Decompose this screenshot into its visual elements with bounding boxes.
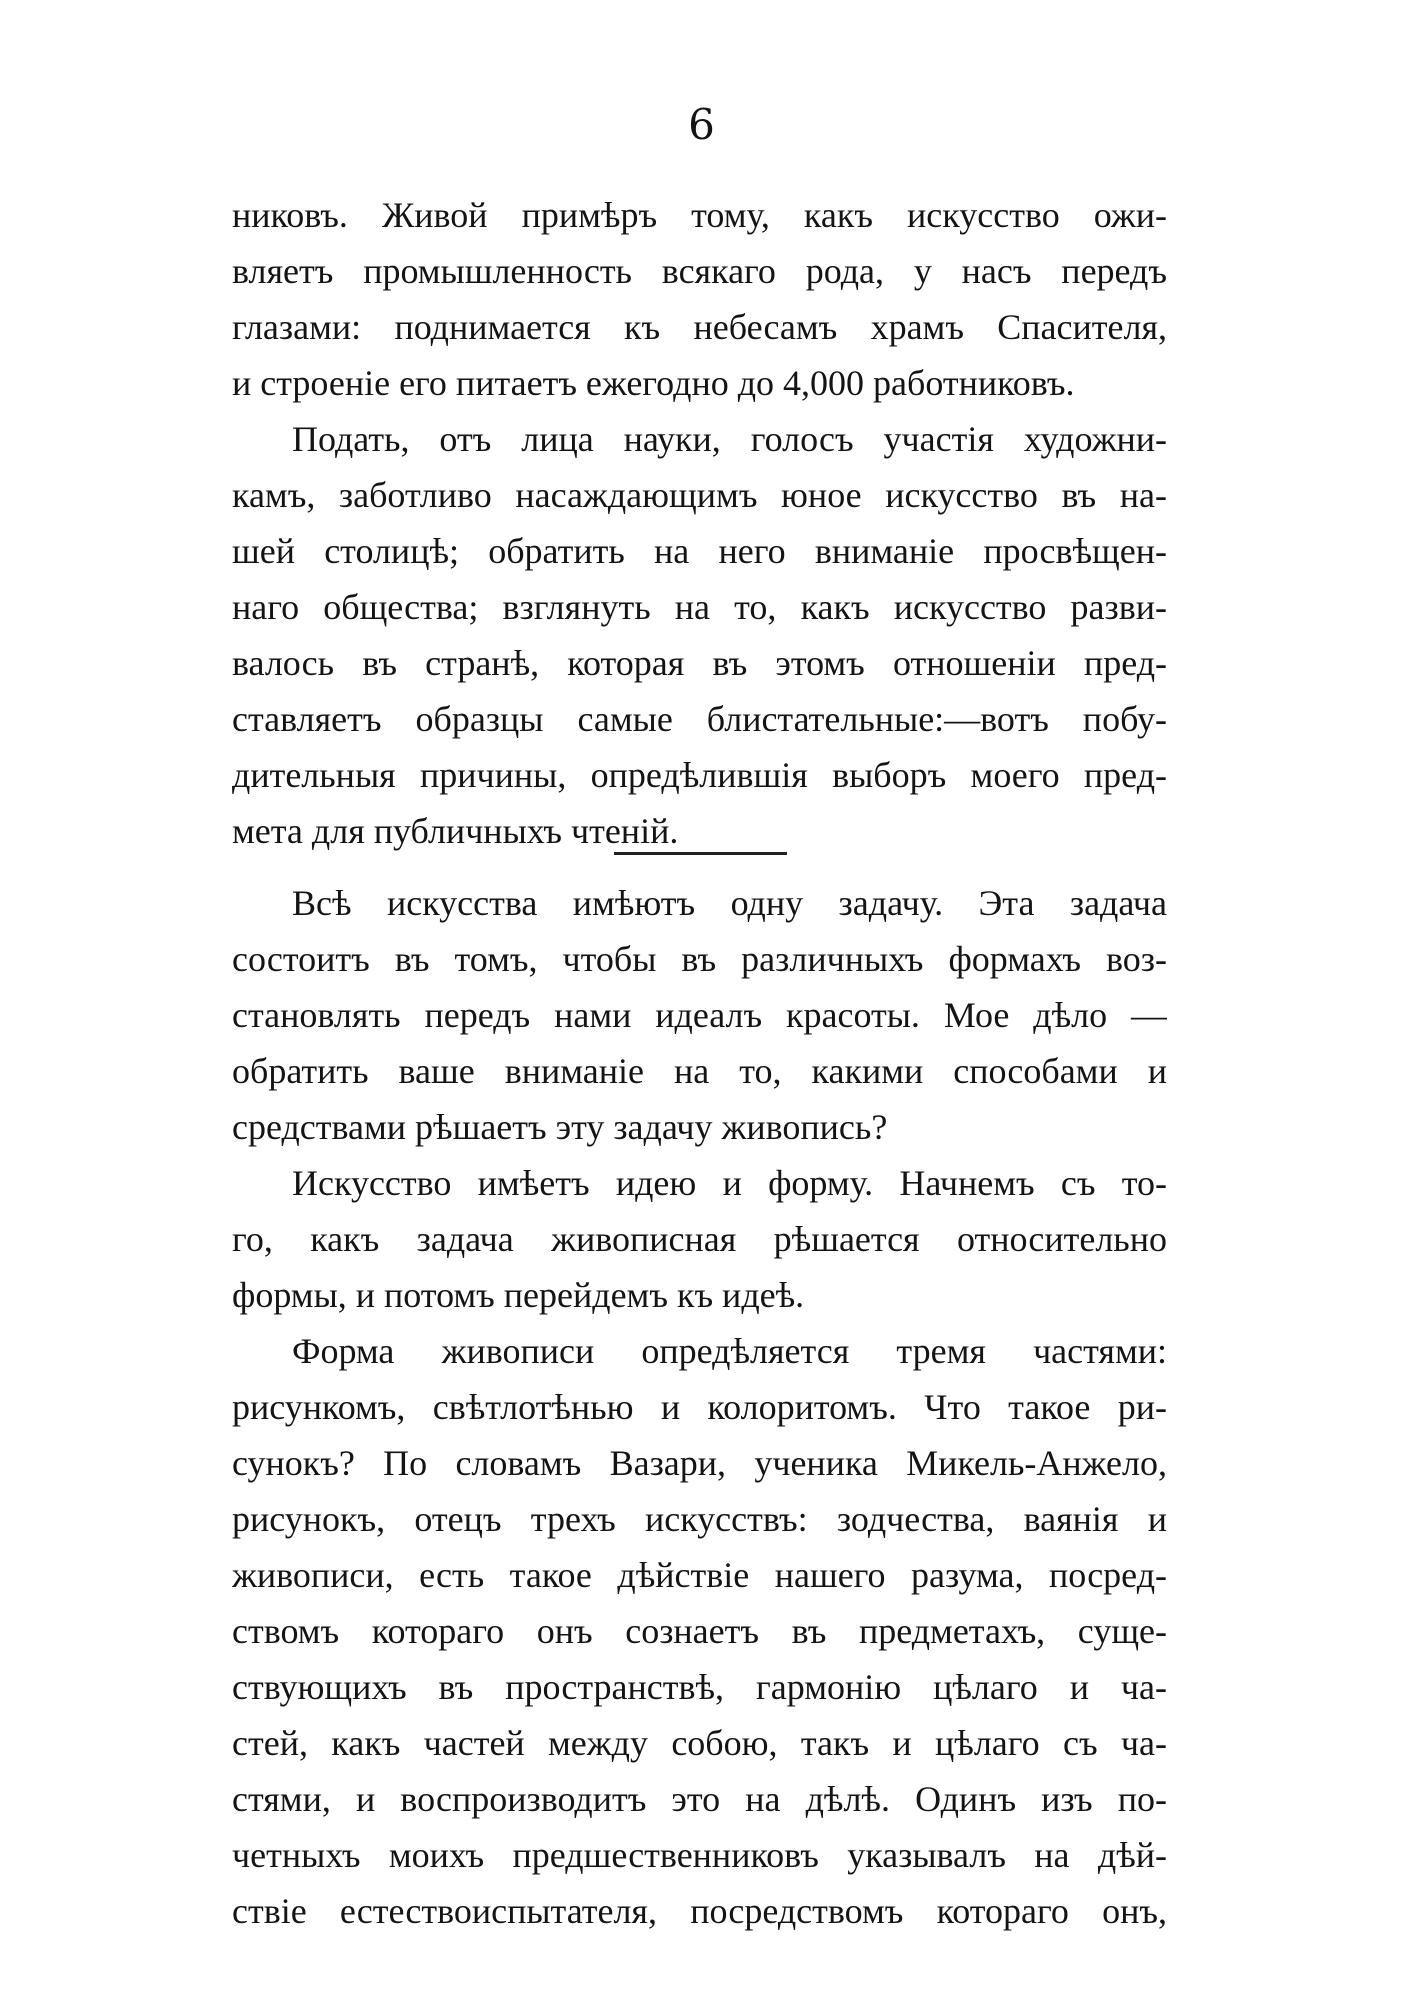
paragraph-start-line: Подать, отъ лица науки, голосъ участія художни- <box>292 419 1167 459</box>
text-line: средствами рѣшаетъ эту задачу живопись? <box>232 1107 888 1147</box>
text-line: го, какъ задача живописная рѣшается относительно <box>232 1219 1167 1259</box>
text-line: ствующихъ въ пространствѣ, гармонію цѣлаго и ча- <box>232 1667 1167 1707</box>
text-line: валось въ странѣ, которая въ этомъ отношеніи пред- <box>232 643 1167 683</box>
text-line: стями, и воспроизводитъ это на дѣлѣ. Одинъ изъ по- <box>232 1779 1167 1819</box>
text-line: рисунокъ, отецъ трехъ искусствъ: зодчества, ваянія и <box>232 1499 1167 1539</box>
section-one <box>232 187 1167 859</box>
text-line: становлять передъ нами идеалъ красоты. Мое дѣло — <box>232 995 1167 1035</box>
text-line: ставляетъ образцы самые блистательные:—вотъ побу- <box>232 699 1167 739</box>
text-line: дительныя причины, опредѣлившія выборъ моего пред- <box>232 755 1167 795</box>
text-line: глазами: поднимается къ небесамъ храмъ Спасителя, <box>232 307 1167 347</box>
text-line: стей, какъ частей между собою, такъ и цѣлаго съ ча- <box>232 1723 1167 1763</box>
text-line: ствіе естествоиспытателя, посредствомъ котораго онъ, <box>232 1891 1167 1931</box>
text-line: мета для публичныхъ чтеній. <box>232 811 679 851</box>
text-line: шей столицѣ; обратить на него вниманіе просвѣщен- <box>232 531 1167 571</box>
text-line: наго общества; взглянуть на то, какъ искусство разви- <box>232 587 1167 627</box>
text-line: никовъ. Живой примѣръ тому, какъ искусство ожи- <box>232 195 1167 235</box>
text-line: и строеніе его питаетъ ежегодно до 4,000 работниковъ. <box>232 363 1075 403</box>
page-number: 6 <box>688 100 716 149</box>
text-line: ствомъ котораго онъ сознаетъ въ предметахъ, суще- <box>232 1611 1167 1651</box>
paragraph-start-line: Форма живописи опредѣляется тремя частями: <box>292 1331 1167 1371</box>
text-line: сунокъ? По словамъ Вазари, ученика Микель-Анжело, <box>232 1443 1167 1483</box>
text-line: живописи, есть такое дѣйствіе нашего разума, посред- <box>232 1555 1167 1595</box>
text-line: камъ, заботливо насаждающимъ юное искусство въ на- <box>232 475 1167 515</box>
paragraph-start-line: Искусство имѣетъ идею и форму. Начнемъ съ то- <box>292 1163 1167 1203</box>
paragraph-start-line: Всѣ искусства имѣютъ одну задачу. Эта задача <box>292 883 1167 923</box>
text-line: формы, и потомъ перейдемъ къ идеѣ. <box>232 1275 805 1315</box>
text-line: рисункомъ, свѣтлотѣнью и колоритомъ. Что такое ри- <box>232 1387 1167 1427</box>
text-line: вляетъ промышленность всякаго рода, у насъ передъ <box>232 251 1167 291</box>
section-two <box>232 875 1167 1939</box>
text-line: четныхъ моихъ предшественниковъ указывалъ на дѣй- <box>232 1835 1167 1875</box>
section-separator <box>614 852 787 855</box>
text-line: состоитъ въ томъ, чтобы въ различныхъ формахъ воз- <box>232 939 1167 979</box>
text-line: обратить ваше вниманіе на то, какими способами и <box>232 1051 1167 1091</box>
